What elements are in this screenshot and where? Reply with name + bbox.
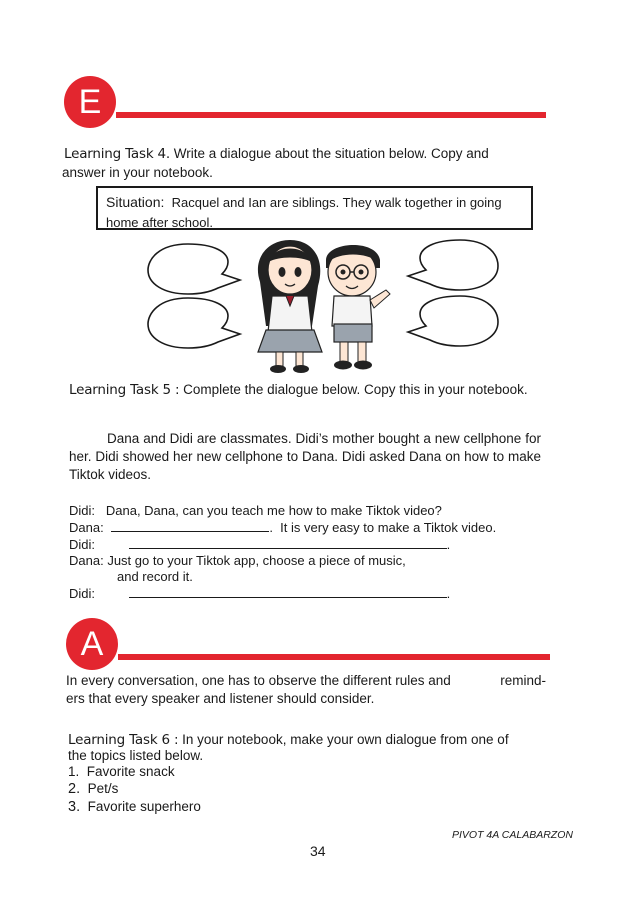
section-e-rule: [116, 112, 546, 118]
dialogue-text: Dana, Dana, can you teach me how to make Tiktok video?: [105, 503, 442, 518]
dialogue-speaker: Dana:: [69, 553, 104, 568]
dialogue-line-1: [69, 503, 539, 519]
topic-text: Favorite superhero: [87, 799, 201, 814]
section-a-badge: A: [66, 618, 118, 670]
dialogue-line-2: Dana: . It is very easy to make a Tiktok video.: [69, 520, 497, 535]
answer-blank[interactable]: [129, 585, 447, 598]
speech-bubble-left-bottom: [148, 298, 240, 348]
task4-label: Learning Task 4.: [64, 146, 171, 162]
topic-item: [68, 798, 201, 816]
topic-item: [68, 780, 201, 798]
intro-line1-end: remind-: [500, 673, 546, 688]
dialogue-speaker: Didi:: [69, 503, 96, 518]
task6-instructions-line2: the topics listed below.: [68, 748, 204, 763]
topic-number: 3.: [68, 799, 81, 815]
situation-text-line1: Racquel and Ian are siblings. They walk together in going: [171, 195, 502, 210]
dialogue-line-3: [69, 536, 539, 553]
section-a-intro: [66, 672, 546, 708]
dialogue-line-6: [69, 585, 539, 602]
task5-label: Learning Task 5 :: [69, 382, 180, 398]
section-a-rule: [118, 654, 550, 660]
scenario-paragraph: Dana and Didi are classmates. Didi’s mother bought a new cellphone for her. Didi showed her new cellphone to Dana. Didi asked Dana on how to make Tiktok videos.: [69, 431, 541, 482]
speech-bubble-left-top: [148, 244, 240, 294]
task6-text: In your notebook, make your own dialogue from one of: [182, 732, 509, 747]
topic-list: [68, 763, 201, 816]
situation-text-line2: home after school.: [106, 215, 213, 230]
girl-character: [258, 240, 322, 373]
topic-item: [68, 763, 201, 780]
page-number: 34: [310, 843, 326, 859]
answer-blank[interactable]: [111, 519, 269, 532]
task4-instructions: [64, 145, 542, 163]
dialogue-text: .: [446, 537, 451, 552]
task4-instructions-line2: answer in your notebook.: [62, 165, 213, 180]
intro-line1: In every conversation, one has to observe the different rules and: [66, 673, 451, 688]
dialogue-line-5: [69, 569, 539, 585]
task5-text: Complete the dialogue below. Copy this in your notebook.: [183, 382, 528, 397]
task5-instructions: [69, 381, 541, 399]
dialogue-text: Just go to your Tiktok app, choose a piece of music,: [107, 553, 406, 568]
situation-box: [96, 186, 533, 230]
topic-text: Favorite snack: [86, 764, 175, 779]
dialogue-text: .: [446, 586, 451, 601]
dialogue-speaker: Didi:: [69, 586, 96, 601]
topic-text: Pet/s: [87, 781, 119, 796]
speech-bubble-right-top: [408, 240, 498, 290]
boy-character: [326, 245, 390, 370]
intro-line2: ers that every speaker and listener should consider.: [66, 691, 375, 706]
topic-number: 1.: [68, 764, 80, 779]
dialogue-speaker: Didi:: [69, 537, 96, 552]
footer-org: PIVOT 4A CALABARZON: [452, 829, 573, 841]
task6-label: Learning Task 6 :: [68, 732, 179, 748]
dialogue-speaker: Dana:: [69, 520, 104, 535]
topic-number: 2.: [68, 781, 81, 797]
dialogue-illustration: [140, 234, 510, 374]
dialogue-text: It is very easy to make a Tiktok video.: [280, 520, 497, 535]
section-e-badge: E: [64, 76, 116, 128]
speech-bubble-right-bottom: [408, 296, 498, 346]
dialogue-text: and record it.: [117, 569, 193, 584]
task4-text: Write a dialogue about the situation below. Copy and: [173, 146, 489, 161]
dialogue-line-4: [69, 553, 539, 569]
situation-label: Situation:: [106, 194, 165, 210]
answer-blank[interactable]: [129, 536, 447, 549]
dialogue: [69, 503, 539, 602]
